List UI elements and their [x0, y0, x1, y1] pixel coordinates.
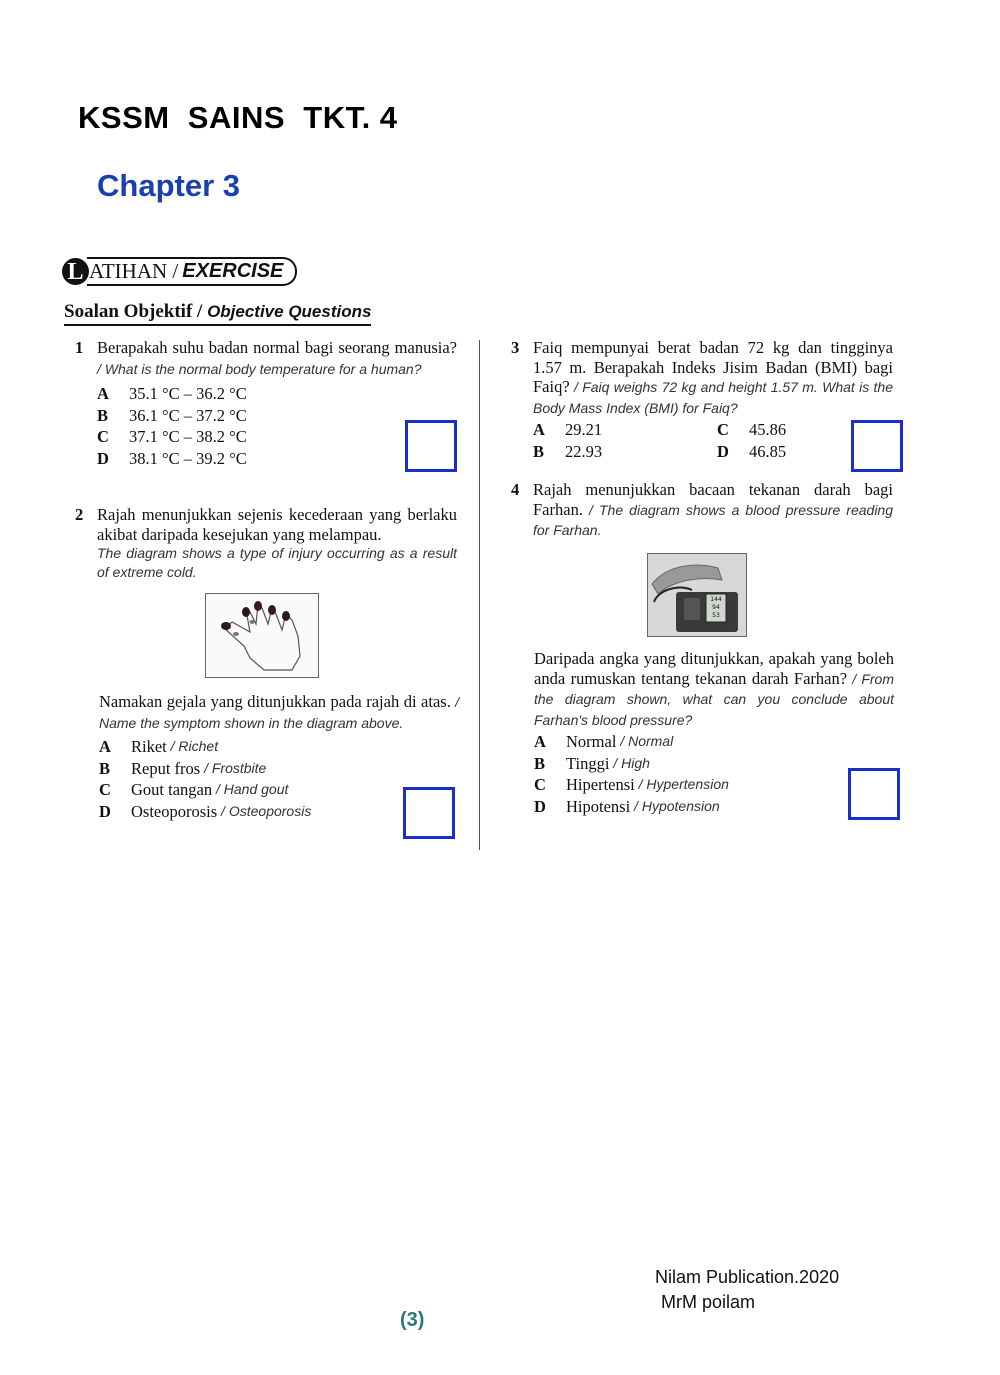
- exercise-banner: [62, 257, 297, 286]
- option-a[interactable]: A 35.1 °C – 36.2 °C: [97, 384, 247, 403]
- option-d[interactable]: D 46.85: [717, 441, 787, 461]
- option-c[interactable]: C 37.1 °C – 38.2 °C: [97, 427, 247, 446]
- question-2: [75, 505, 457, 582]
- monitor-diastolic: 94: [712, 604, 720, 611]
- question-text-ms: Rajah menunjukkan sejenis kecederaan yang berlaku akibat daripada kesejukan yang melampau.: [97, 505, 457, 544]
- question-number: 2: [75, 505, 84, 524]
- section-subheading: [64, 301, 371, 326]
- option-list: [534, 731, 894, 817]
- subheading-en: Objective Questions: [207, 302, 372, 321]
- question-4: [511, 480, 893, 541]
- question-2-prompt: Namakan gejala yang ditunjukkan pada rajah di atas. / Name the symptom shown in the diagram above. A Riket / Richet B Reput fros / Frostbite C Gout tangan / Hand gout D Osteoporosis / Osteoporosis: [99, 692, 459, 821]
- question-1: [75, 338, 457, 469]
- option-c[interactable]: C 45.86: [717, 420, 787, 439]
- option-c[interactable]: C Hipertensi / Hypertension: [534, 775, 729, 794]
- answer-box-q4[interactable]: [848, 768, 900, 820]
- question-3: [511, 338, 893, 462]
- question-stem: Rajah menunjukkan bacaan tekanan darah bagi Farhan. / The diagram shows a blood pressure reading for Farhan.: [533, 480, 893, 538]
- blood-pressure-figure: [647, 553, 747, 637]
- banner-text-ms: ATIHAN /: [89, 259, 179, 283]
- monitor-systolic: 144: [710, 596, 722, 603]
- question-text-ms: Rajah menunjukkan bacaan tekanan darah bagi Farhan.: [533, 480, 893, 519]
- question-stem: [97, 505, 457, 582]
- option-a[interactable]: A 29.21: [533, 420, 603, 439]
- worksheet-title: KSSM SAINS TKT. 4: [78, 100, 398, 135]
- prompt-ms: Daripada angka yang ditunjukkan, apakah yang boleh anda rumuskan tentang tekanan darah Farhan?: [534, 649, 894, 688]
- question-stem: Faiq mempunyai berat badan 72 kg dan tingginya 1.57 m. Berapakah Indeks Jisim Badan (BMI) bagi Faiq? / Faiq weighs 72 kg and height 1.57 m. What is the Body Mass Index (BMI) for Faiq?: [533, 338, 893, 416]
- answer-box-q1[interactable]: [405, 420, 457, 472]
- answer-box-q2[interactable]: [403, 787, 455, 839]
- question-text-ms: Berapakah suhu badan normal bagi seorang manusia?: [97, 338, 457, 357]
- question-text-en: Faiq weighs 72 kg and height 1.57 m. What is the Body Mass Index (BMI) for Faiq?: [533, 379, 893, 416]
- question-4-prompt: Daripada angka yang ditunjukkan, apakah yang boleh anda rumuskan tentang tekanan darah Farhan? / From the diagram shown, what can you conclude about Farhan's blood pressure? A Normal / Normal B Tinggi / High C Hipertensi / Hypertension D Hipotensi / Hypotension: [534, 649, 895, 816]
- prompt-en: From the diagram shown, what can you conclude about Farhan's blood pressure?: [534, 670, 895, 728]
- banner-text-en: EXERCISE: [182, 260, 284, 282]
- option-b[interactable]: B Tinggi / High: [534, 753, 650, 773]
- option-a[interactable]: A Riket / Richet: [99, 737, 219, 756]
- option-c[interactable]: C Gout tangan / Hand gout: [99, 780, 289, 799]
- page-number: (3): [400, 1309, 425, 1331]
- option-d[interactable]: D Hipotensi / Hypotension: [534, 796, 720, 816]
- option-grid: [533, 419, 893, 462]
- frostbite-hand-figure: [205, 593, 319, 678]
- monitor-pulse: 53: [712, 612, 720, 619]
- question-text-en: What is the normal body temperature for a human?: [104, 360, 422, 377]
- question-number: 4: [511, 480, 520, 499]
- question-text-en: The diagram shows a type of injury occurring as a result of extreme cold.: [97, 545, 457, 580]
- option-a[interactable]: A Normal / Normal: [534, 732, 674, 751]
- answer-box-q3[interactable]: [851, 420, 903, 472]
- blood-pressure-monitor: [648, 554, 746, 636]
- question-text-en: The diagram shows a blood pressure reading for Farhan.: [533, 501, 893, 538]
- subheading-ms: Soalan Objektif /: [64, 301, 203, 322]
- option-b[interactable]: B Reput fros / Frostbite: [99, 758, 267, 778]
- option-d[interactable]: D Osteoporosis / Osteoporosis: [99, 801, 312, 821]
- prompt-en: Name the symptom shown in the diagram above.: [99, 714, 404, 731]
- banner-letter: L: [62, 258, 89, 285]
- author-credit: MrM poilam: [661, 1292, 756, 1312]
- question-text-ms: Faiq mempunyai berat badan 72 kg dan tingginya 1.57 m. Berapakah Indeks Jisim Badan (BMI) bagi Faiq?: [533, 338, 893, 396]
- prompt-ms: Namakan gejala yang ditunjukkan pada rajah di atas.: [99, 692, 451, 711]
- question-stem: Berapakah suhu badan normal bagi seorang manusia? / What is the normal body temperature for a human?: [97, 338, 457, 377]
- publisher-credit: Nilam Publication.2020: [655, 1267, 840, 1287]
- option-b[interactable]: B 36.1 °C – 37.2 °C: [97, 405, 247, 425]
- option-b[interactable]: B 22.93: [533, 441, 603, 461]
- option-list: [97, 383, 457, 469]
- question-number: 1: [75, 338, 84, 357]
- option-d[interactable]: D 38.1 °C – 39.2 °C: [97, 448, 247, 468]
- hand-illustration: [206, 594, 318, 677]
- chapter-heading: Chapter 3: [97, 168, 240, 203]
- column-divider: [479, 340, 480, 850]
- question-number: 3: [511, 338, 520, 357]
- banner-bar: [87, 257, 297, 286]
